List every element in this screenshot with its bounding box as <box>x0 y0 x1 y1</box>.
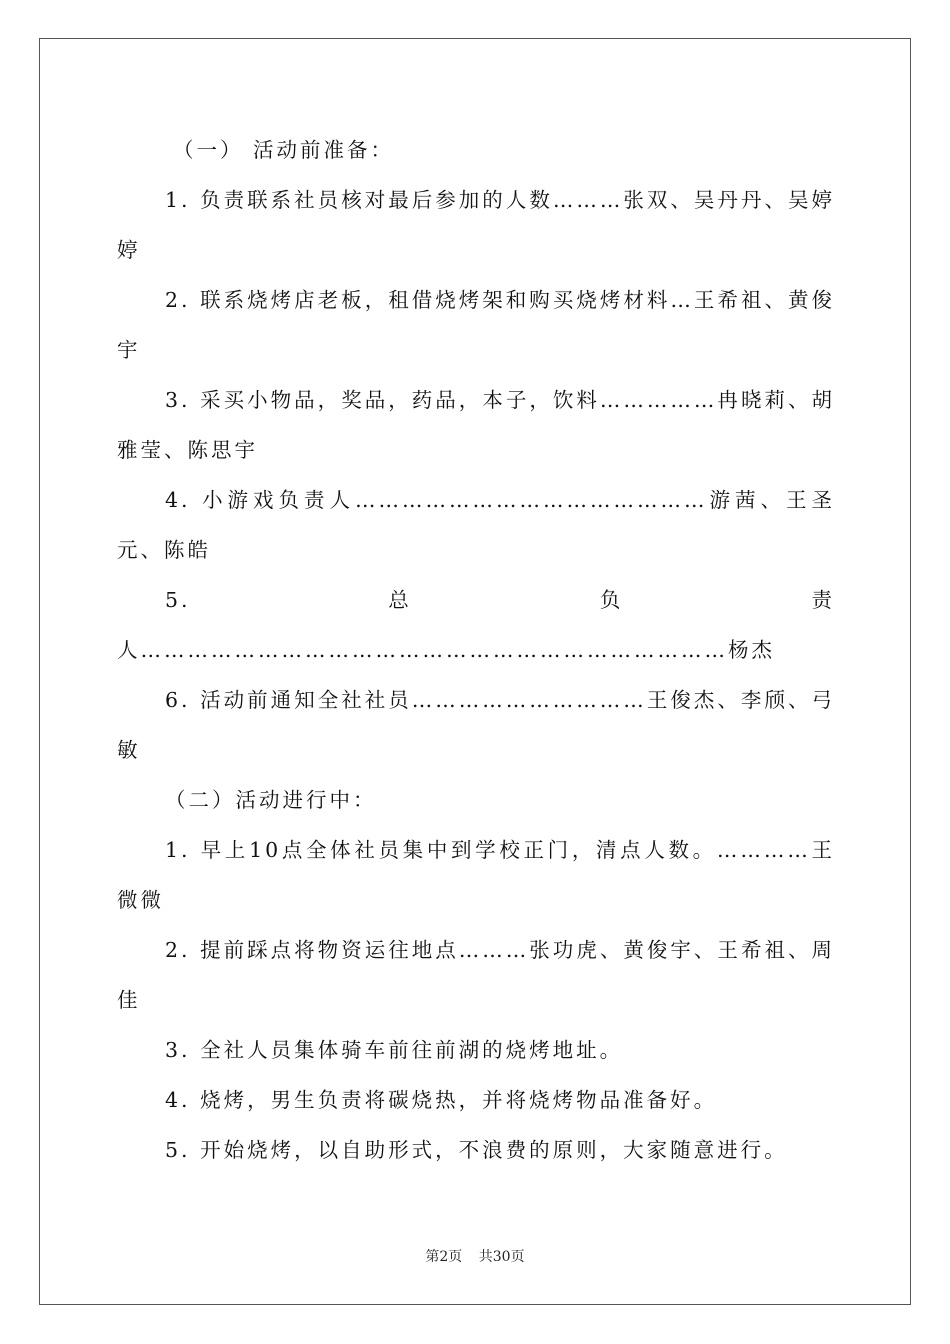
list-item: 6. 活动前通知全社社员…………………………王俊杰、李颀、弓敏 <box>117 688 835 762</box>
page-footer <box>0 1246 950 1266</box>
section-heading-in-progress: （二）活动进行中： <box>165 788 377 812</box>
list-item: 4. 烧烤，男生负责将碳烧热，并将烧烤物品准备好。 <box>165 1088 718 1112</box>
section-heading-preparation: （一） 活动前准备： <box>173 138 395 162</box>
list-item: 1. 早上10点全体社员集中到学校正门，清点人数。…………王微微 <box>117 838 835 912</box>
list-item: 3. 全社人员集体骑车前往前湖的烧烤地址。 <box>165 1038 624 1062</box>
list-item: 4. 小游戏负责人………………………………………游茜、王圣元、陈皓 <box>117 488 835 562</box>
list-item: 5. 开始烧烤，以自助形式，不浪费的原则，大家随意进行。 <box>165 1138 788 1162</box>
list-item: 1. 负责联系社员核对最后参加的人数………张双、吴丹丹、吴婷婷 <box>117 188 835 262</box>
list-item: 3. 采买小物品，奖品，药品，本子，饮料……………冉晓莉、胡雅莹、陈思宇 <box>117 388 835 462</box>
list-item: 2. 提前踩点将物资运往地点………张功虎、黄俊宇、王希祖、周佳 <box>117 938 835 1012</box>
list-item: 5. 总负责人…………………………………………………………………杨杰 <box>117 588 835 662</box>
page-total: 共30页 <box>478 1249 525 1265</box>
page-number: 第2页 <box>425 1249 463 1265</box>
list-item: 2. 联系烧烤店老板，租借烧烤架和购买烧烤材料…王希祖、黄俊宇 <box>117 288 835 362</box>
document-body <box>117 125 835 1175</box>
